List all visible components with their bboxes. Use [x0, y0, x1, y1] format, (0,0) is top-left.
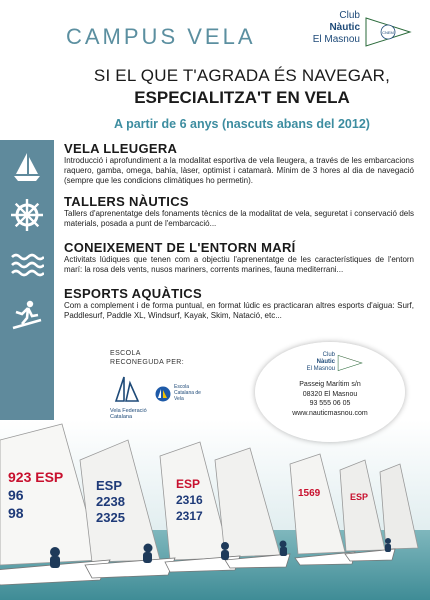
contact-city: 08320 El Masnou	[302, 390, 358, 398]
sail-number-2b: 2238	[96, 494, 125, 509]
club-flag-icon	[364, 12, 412, 52]
club-name-line2: Nàutic	[329, 22, 360, 33]
vela-logo-sail-icon	[110, 375, 150, 403]
contact-club-line2: Nàutic	[316, 359, 335, 365]
vela-federacio-logo	[110, 375, 150, 420]
sail-number-3b: 2316	[176, 493, 203, 507]
waves-icon	[10, 248, 44, 282]
section-text-entorn-mari: Activitats lúdiques que tenen com a objectiu l'aprenentatge de les característiques de l'entorn marí: la rosa dels vents, nusos mariners, corrents marines, fauna mediterrani...	[64, 255, 414, 274]
contact-flag-icon	[337, 352, 363, 374]
headline-line2: ESPECIALITZA'T EN VELA	[134, 88, 350, 107]
section-title-esports-aquatics: ESPORTS AQUÀTICS	[64, 286, 202, 301]
escola-logo-mark-icon	[155, 386, 171, 402]
school-line2: RECONEGUDA PER:	[110, 358, 185, 366]
sailboat-icon	[10, 150, 44, 184]
sail-number-1b: 96	[8, 487, 24, 503]
vela-logo-label: Vela Federació Catalana	[110, 408, 147, 420]
contact-club-logo	[301, 352, 365, 376]
club-logo	[296, 10, 416, 56]
campus-title: CAMPUS VELA	[66, 24, 256, 49]
sail-number-3c: 2317	[176, 509, 203, 523]
sail-number-4: 1569	[298, 488, 321, 499]
headline-line1: SI EL QUE T'AGRADA ÉS NAVEGAR,	[93, 66, 391, 85]
sail-number-2c: 2325	[96, 510, 125, 525]
sail-number-2: ESP	[96, 478, 123, 493]
section-title-tallers-nautics: TALLERS NÀUTICS	[64, 194, 189, 209]
section-title-entorn-mari: CONEIXEMENT DE L'ENTORN MARÍ	[64, 240, 296, 255]
contact-street: Passeig Marítim s/n	[299, 381, 361, 388]
svg-text:CNEM: CNEM	[382, 30, 394, 35]
section-title-vela-lleugera: VELA LLEUGERA	[64, 141, 178, 156]
contact-website-link[interactable]: www.nauticmasnou.com	[292, 409, 368, 417]
ship-wheel-icon	[10, 198, 44, 232]
regatta-photo	[0, 420, 430, 600]
contact-phone: 93 555 06 05	[309, 400, 351, 407]
escola-logo-label: Escola Catalana de Vela	[174, 384, 201, 402]
school-recognition	[110, 350, 184, 367]
club-name-line1: Club	[339, 10, 360, 21]
section-text-esports-aquatics: Com a complement i de forma puntual, en format lúdic es practicaran altres esports d'aigua: Surf, Paddlesurf, Paddle XL, Windsurf, Kayak, Skim, Natació, etc...	[64, 301, 414, 320]
contact-club-line3: El Masnou	[306, 366, 335, 372]
club-name-line3: El Masnou	[312, 34, 360, 45]
contact-club-line1: Club	[322, 352, 335, 358]
sail-number-1: 923 ESP	[8, 469, 64, 485]
school-line1: ESCOLA	[110, 350, 141, 357]
contact-club-name	[301, 352, 335, 373]
section-text-vela-lleugera: Introducció i aprofundiment a la modalitat esportiva de vela lleugera, a través de les embarcacions raquero, gamba, omega, bahía, làser, optimist i catamarà. Mínim de 3 hores al dia de navegació (sempre que les condicions climàtiques ho permetin).	[64, 156, 414, 185]
sail-number-3: ESP	[176, 477, 201, 491]
age-note: A partir de 6 anys (nascuts abans del 2012)	[114, 117, 370, 131]
club-name	[296, 10, 360, 46]
surfer-icon	[10, 298, 44, 332]
section-text-tallers-nautics: Tallers d'aprenentatge dels fonaments tècnics de la modalitat de vela, seguretat i conservació dels materials, posada a punt de l'embarcació...	[64, 209, 414, 228]
contact-card	[255, 342, 405, 442]
sail-number-1c: 98	[8, 505, 24, 521]
contact-lines	[255, 380, 405, 418]
sail-number-5: ESP	[350, 492, 369, 502]
escola-catalana-logo	[155, 384, 207, 414]
